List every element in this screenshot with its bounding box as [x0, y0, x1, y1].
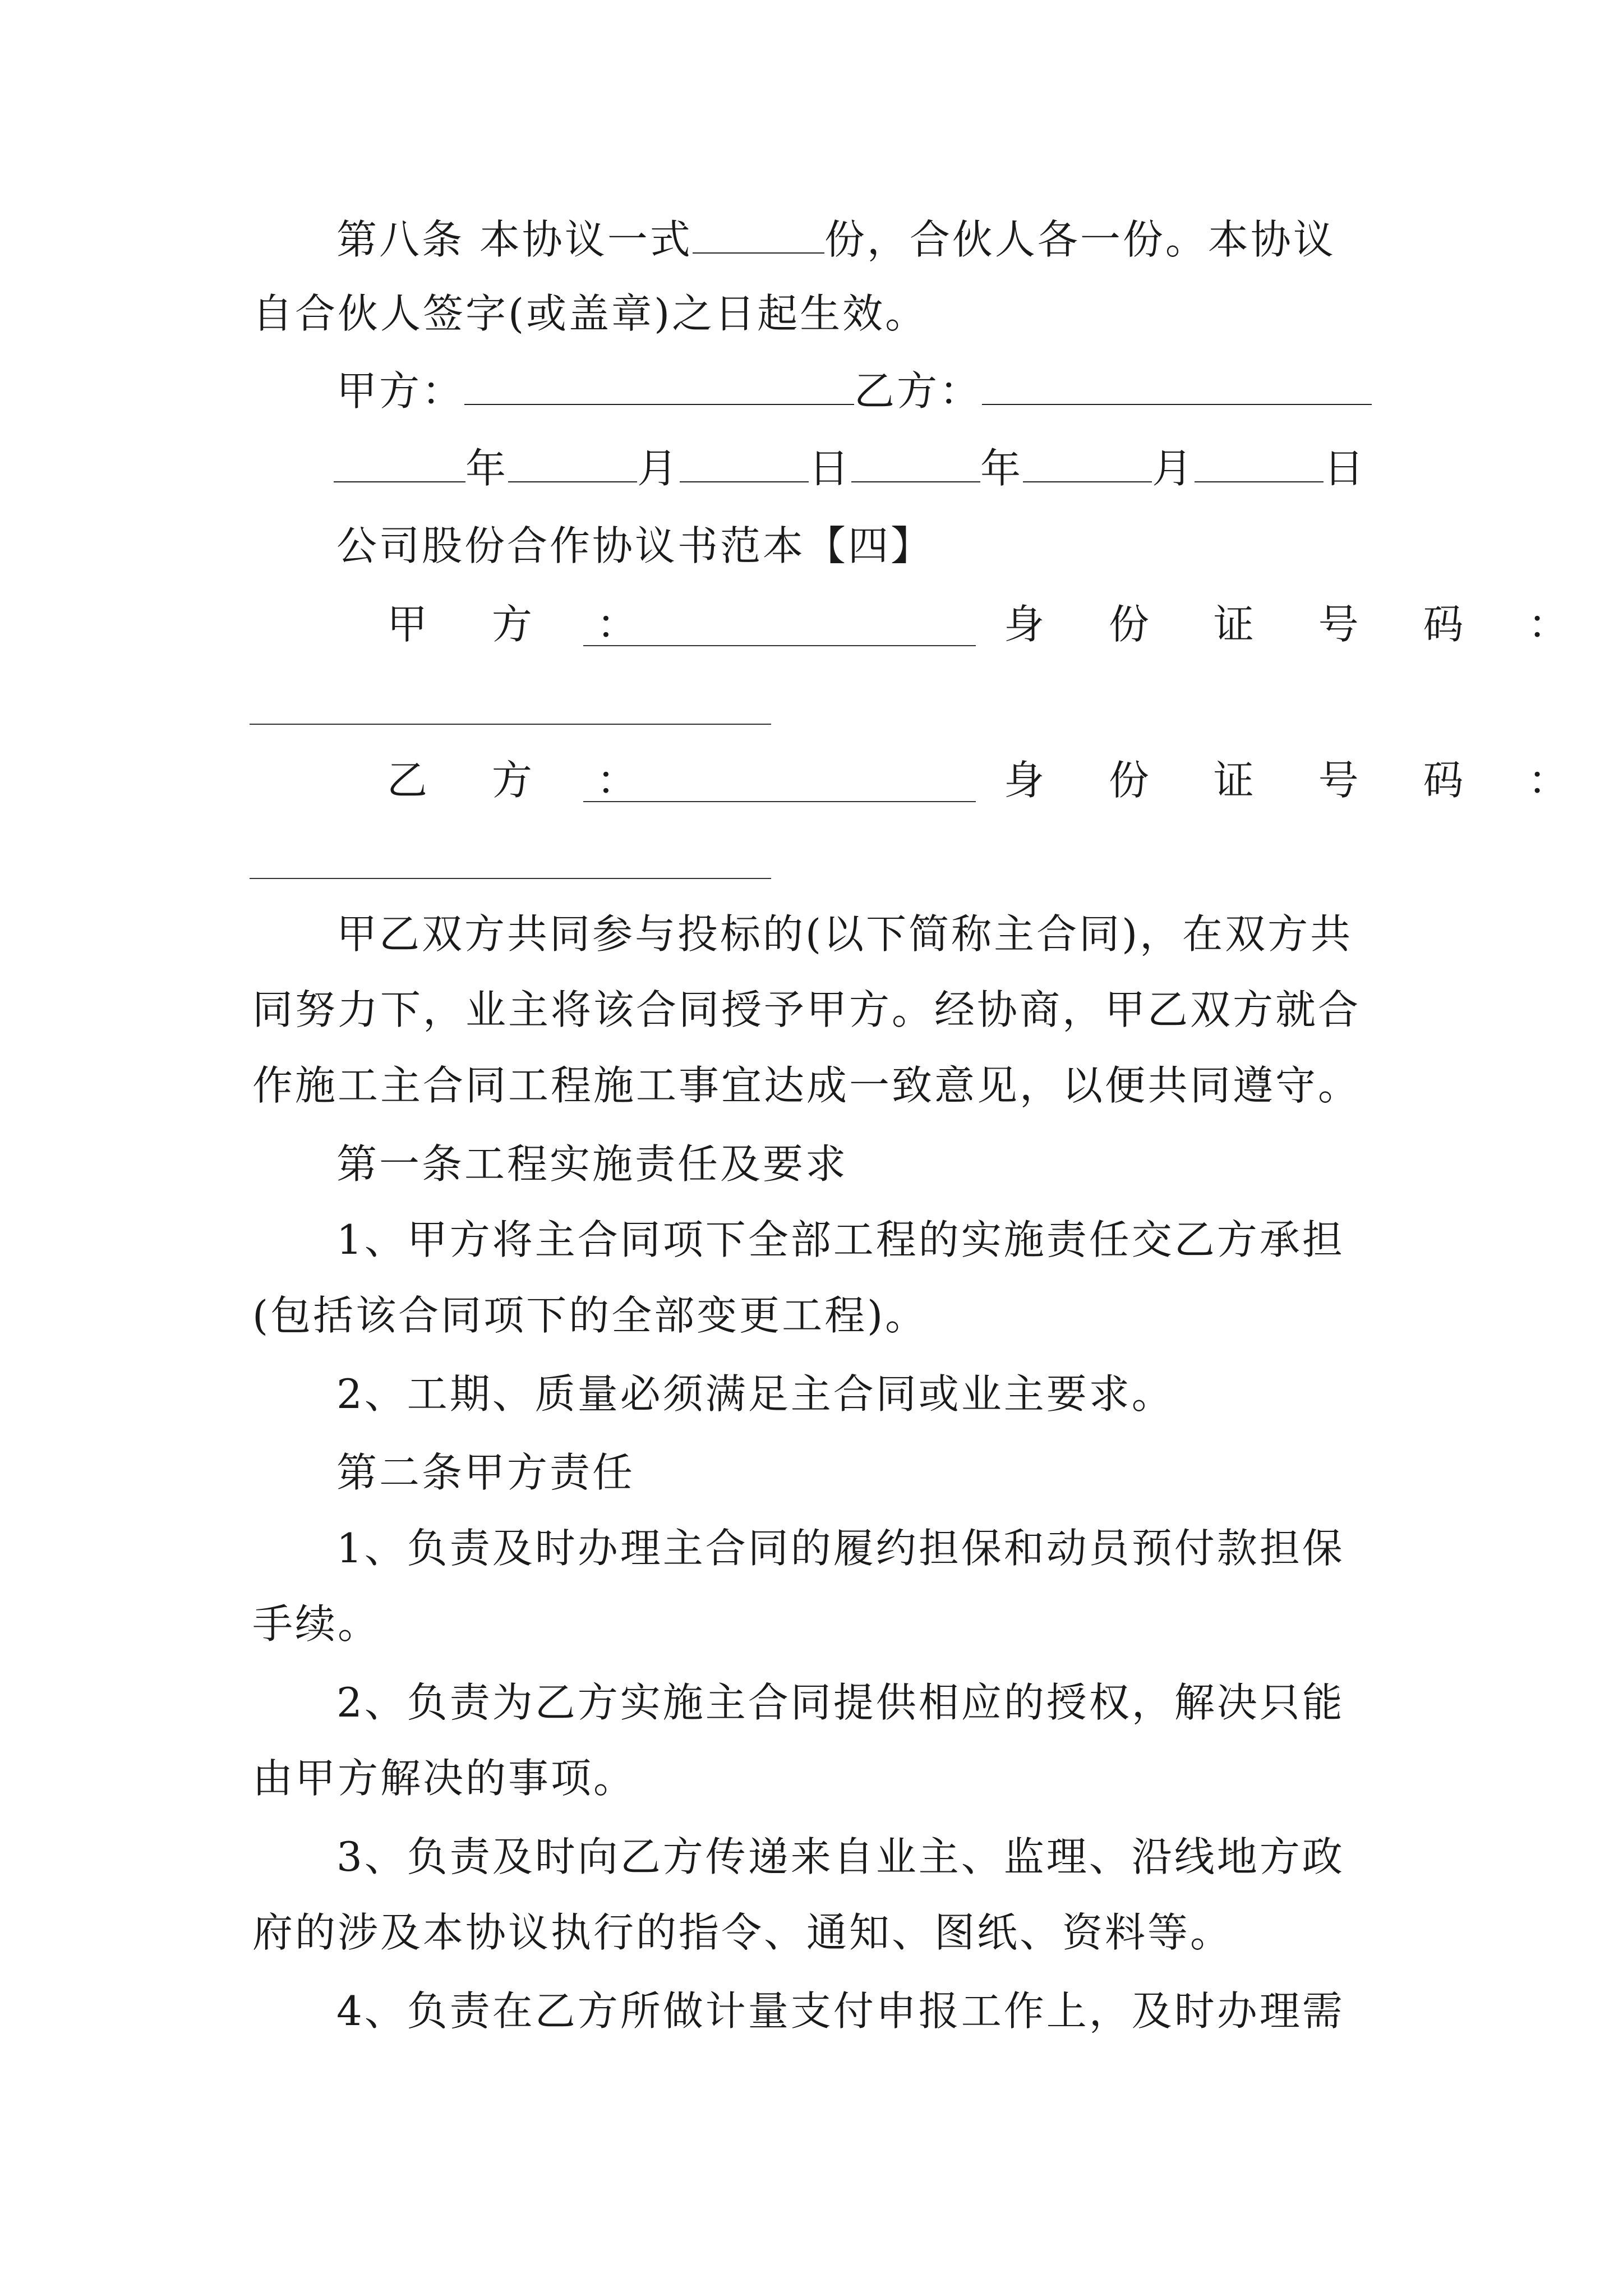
- party-a-id-rule: [250, 724, 771, 725]
- section-title: 公司股份合作协议书范本【四】: [336, 522, 934, 569]
- article-1-item-1b: (包括该合同项下的全部变更工程)。: [252, 1292, 928, 1339]
- signature-line: [336, 366, 1372, 416]
- party-a-row-label: 甲 方 ：: [387, 601, 663, 648]
- art8-text-start: 第八条 本协议一式: [336, 216, 693, 263]
- article-2-item-3b: 府的涉及本协议执行的指令、通知、图纸、资料等。: [252, 1909, 1233, 1956]
- article-2-title: 第二条甲方责任: [336, 1449, 635, 1496]
- month-label-b: 月: [1152, 445, 1195, 492]
- intro-line-1: 甲乙双方共同参与投标的(以下简称主合同)，在双方共: [336, 910, 1353, 958]
- month-label-a: 月: [637, 445, 680, 492]
- party-b-blank: [982, 370, 1372, 405]
- party-a-name-rule: [583, 645, 976, 646]
- copies-blank: [693, 219, 824, 254]
- year-blank-b: [851, 448, 980, 482]
- intro-line-2: 同努力下，业主将该合同授予甲方。经协商，甲乙双方就合: [252, 986, 1361, 1033]
- year-label-b: 年: [980, 445, 1023, 492]
- art8-line1: [336, 214, 1336, 265]
- party-b-id-rule: [250, 878, 771, 879]
- art8-text-end: 份，合伙人各一份。本协议: [824, 216, 1336, 263]
- intro-line-3: 作施工主合同工程施工事宜达成一致意见，以便共同遵守。: [252, 1062, 1361, 1109]
- party-b-row-label: 乙 方 ：: [387, 757, 663, 804]
- party-a-blank: [464, 370, 854, 405]
- month-blank-a: [508, 448, 637, 482]
- day-label-a: 日: [809, 445, 852, 492]
- article-2-item-1a: 1、负责及时办理主合同的履约担保和动员预付款担保: [336, 1525, 1345, 1572]
- party-b-id-label: 身 份 证 号 码 ：: [1004, 757, 1594, 804]
- article-2-item-3a: 3、负责及时向乙方传递来自业主、监理、沿线地方政: [336, 1833, 1345, 1880]
- article-1-item-2: 2、工期、质量必须满足主合同或业主要求。: [336, 1370, 1174, 1418]
- article-2-item-2a: 2、负责为乙方实施主合同提供相应的授权，解决只能: [336, 1679, 1345, 1726]
- date-line: [334, 443, 1366, 494]
- art8-line2: 自合伙人签字(或盖章)之日起生效。: [252, 290, 928, 337]
- year-label-a: 年: [465, 445, 509, 492]
- article-2-item-1b: 手续。: [252, 1600, 381, 1648]
- day-blank-a: [680, 448, 809, 482]
- party-a-label: 甲方：: [336, 367, 465, 415]
- article-1-item-1a: 1、甲方将主合同项下全部工程的实施责任交乙方承担: [336, 1216, 1345, 1263]
- party-b-name-rule: [583, 801, 976, 802]
- year-blank-a: [334, 448, 465, 482]
- party-b-label: 乙方：: [854, 367, 983, 415]
- day-blank-b: [1195, 448, 1324, 482]
- party-a-id-label: 身 份 证 号 码 ：: [1004, 601, 1594, 648]
- day-label-b: 日: [1324, 445, 1367, 492]
- article-2-item-4a: 4、负责在乙方所做计量支付申报工作上，及时办理需: [336, 1987, 1345, 2035]
- article-1-title: 第一条工程实施责任及要求: [336, 1140, 849, 1188]
- article-2-item-2b: 由甲方解决的事项。: [252, 1755, 637, 1802]
- month-blank-b: [1023, 448, 1152, 482]
